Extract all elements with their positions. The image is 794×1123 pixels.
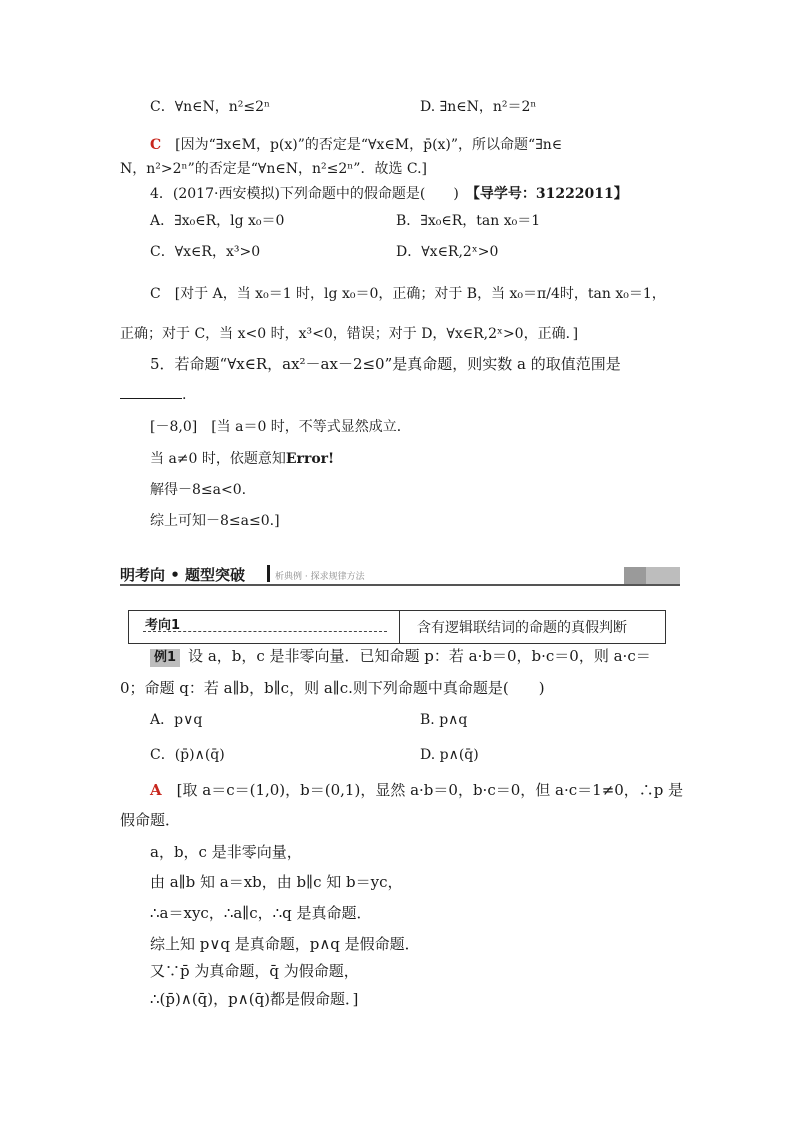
- text-segment: 又∵p̄ 为真命题，q̄ 为假命题，: [150, 962, 359, 980]
- text-segment: ∴a＝xyc，∴a∥c，∴q 是真命题．: [150, 904, 372, 922]
- text-line: [120, 679, 545, 697]
- text-segment: C．∀x∈R，x³>0: [150, 244, 261, 260]
- text-segment: 由 a∥b 知 a＝xb，由 b∥c 知 b＝yc，: [150, 873, 403, 891]
- answer-letter: C: [150, 137, 162, 153]
- text-line: [150, 962, 359, 980]
- text-line: [150, 243, 260, 261]
- text-segment: C．∀n∈N，n²≤2ⁿ: [150, 99, 271, 115]
- text-line: [120, 384, 186, 404]
- text-line: [396, 212, 540, 230]
- answer-blank: [120, 384, 182, 399]
- text-segment: ∴(p̄)∧(q̄)，p∧(q̄)都是假命题．]: [150, 990, 359, 1008]
- text-line: [150, 990, 358, 1008]
- dashed-rule: [143, 631, 387, 632]
- text-line: [420, 98, 536, 116]
- text-line: [396, 243, 498, 261]
- text-line: [150, 185, 628, 203]
- text-segment: D. p∧(q̄): [420, 747, 479, 763]
- text-line: [150, 781, 683, 799]
- text-line: [150, 873, 403, 891]
- text-line: [150, 481, 246, 499]
- text-line: [150, 418, 411, 436]
- text-segment: 4．(2017·西安模拟)下列命题中的假命题是( ): [150, 186, 473, 202]
- text-line: [150, 904, 372, 922]
- text-line: [420, 711, 467, 729]
- text-line: [150, 843, 302, 861]
- text-segment: 0；命题 q：若 a∥b，b∥c，则 a∥c.则下列命题中真命题是( ): [120, 679, 545, 697]
- text-line: [150, 355, 621, 373]
- text-line: [150, 512, 280, 530]
- section-banner: [120, 563, 680, 587]
- text-segment: a，b，c 是非零向量，: [150, 843, 302, 861]
- answer-letter: A: [150, 781, 162, 799]
- direction-label: 考向1: [145, 618, 181, 633]
- text-line: [150, 285, 666, 303]
- example-tag: 例1: [150, 649, 180, 667]
- text-segment: D. ∃n∈N，n²＝2ⁿ: [420, 99, 537, 115]
- text-segment: [因为“∃x∈M，p(x)”的否定是“∀x∈M，p̄(x)”，所以命题“∃n∈: [161, 137, 563, 153]
- direction-title: 含有逻辑联结词的命题的真假判断: [417, 620, 627, 636]
- text-segment: 综上知 p∨q 是真命题，p∧q 是假命题．: [150, 935, 420, 953]
- text-segment: 解得－8≤a<0.: [150, 482, 247, 498]
- direction-label-cell: [129, 611, 400, 643]
- text-segment: A．∃x₀∈R，lg x₀＝0: [150, 213, 285, 229]
- text-segment: B. p∧q: [420, 712, 468, 728]
- text-line: [150, 746, 225, 764]
- text-segment: 当 a≠0 时，依题意知: [150, 451, 286, 467]
- text-line: [150, 450, 334, 468]
- text-line: [150, 647, 651, 667]
- text-segment: Error!: [285, 451, 335, 467]
- banner-subtitle: 析典例 · 探求规律方法: [275, 572, 365, 582]
- text-segment: [－8,0] [当 a＝0 时，不等式显然成立．: [150, 419, 411, 435]
- text-line: [150, 212, 284, 230]
- direction-box: [128, 610, 666, 644]
- banner-separator: [267, 565, 270, 582]
- banner-title: 明考向 • 题型突破: [120, 566, 246, 584]
- text-segment: B．∃x₀∈R，tan x₀＝1: [396, 213, 541, 229]
- text-line: [120, 811, 180, 829]
- text-segment: 正确；对于 C，当 x<0 时，x³<0，错误；对于 D，∀x∈R,2ˣ>0，正确．]: [120, 326, 579, 342]
- text-line: [150, 136, 562, 154]
- text-segment: C [对于 A，当 x₀＝1 时，lg x₀＝0，正确；对于 B，当 x₀＝π/4时，tan x₀＝1，: [150, 286, 666, 302]
- text-segment: 综上可知－8≤a≤0.]: [150, 513, 280, 529]
- text-segment: 设 a，b，c 是非零向量．已知命题 p：若 a·b＝0，b·c＝0，则 a·c＝: [188, 647, 651, 665]
- text-segment: C．(p̄)∧(q̄): [150, 747, 225, 763]
- text-segment: 【导学号：31222011】: [472, 186, 628, 202]
- banner-decoration-dark: [624, 567, 646, 584]
- text-segment: A．p∨q: [150, 712, 203, 728]
- text-line: [150, 711, 202, 729]
- text-line: [150, 98, 270, 116]
- text-segment: 5．若命题“∀x∈R，ax²－ax－2≤0”是真命题，则实数 a 的取值范围是: [150, 355, 621, 373]
- text-segment: [取 a＝c＝(1,0)，b＝(0,1)，显然 a·b＝0，b·c＝0，但 a·c＝1≠0，∴p 是: [161, 781, 684, 799]
- text-segment: 假命题．: [120, 811, 181, 829]
- text-line: [420, 746, 479, 764]
- text-segment: D．∀x∈R,2ˣ>0: [396, 244, 499, 260]
- text-segment: N，n²>2ⁿ”的否定是“∀n∈N，n²≤2ⁿ”．故选 C.]: [120, 161, 428, 177]
- text-line: [120, 160, 427, 178]
- text-line: [120, 325, 578, 343]
- text-segment: .: [182, 387, 187, 403]
- text-line: [150, 935, 420, 953]
